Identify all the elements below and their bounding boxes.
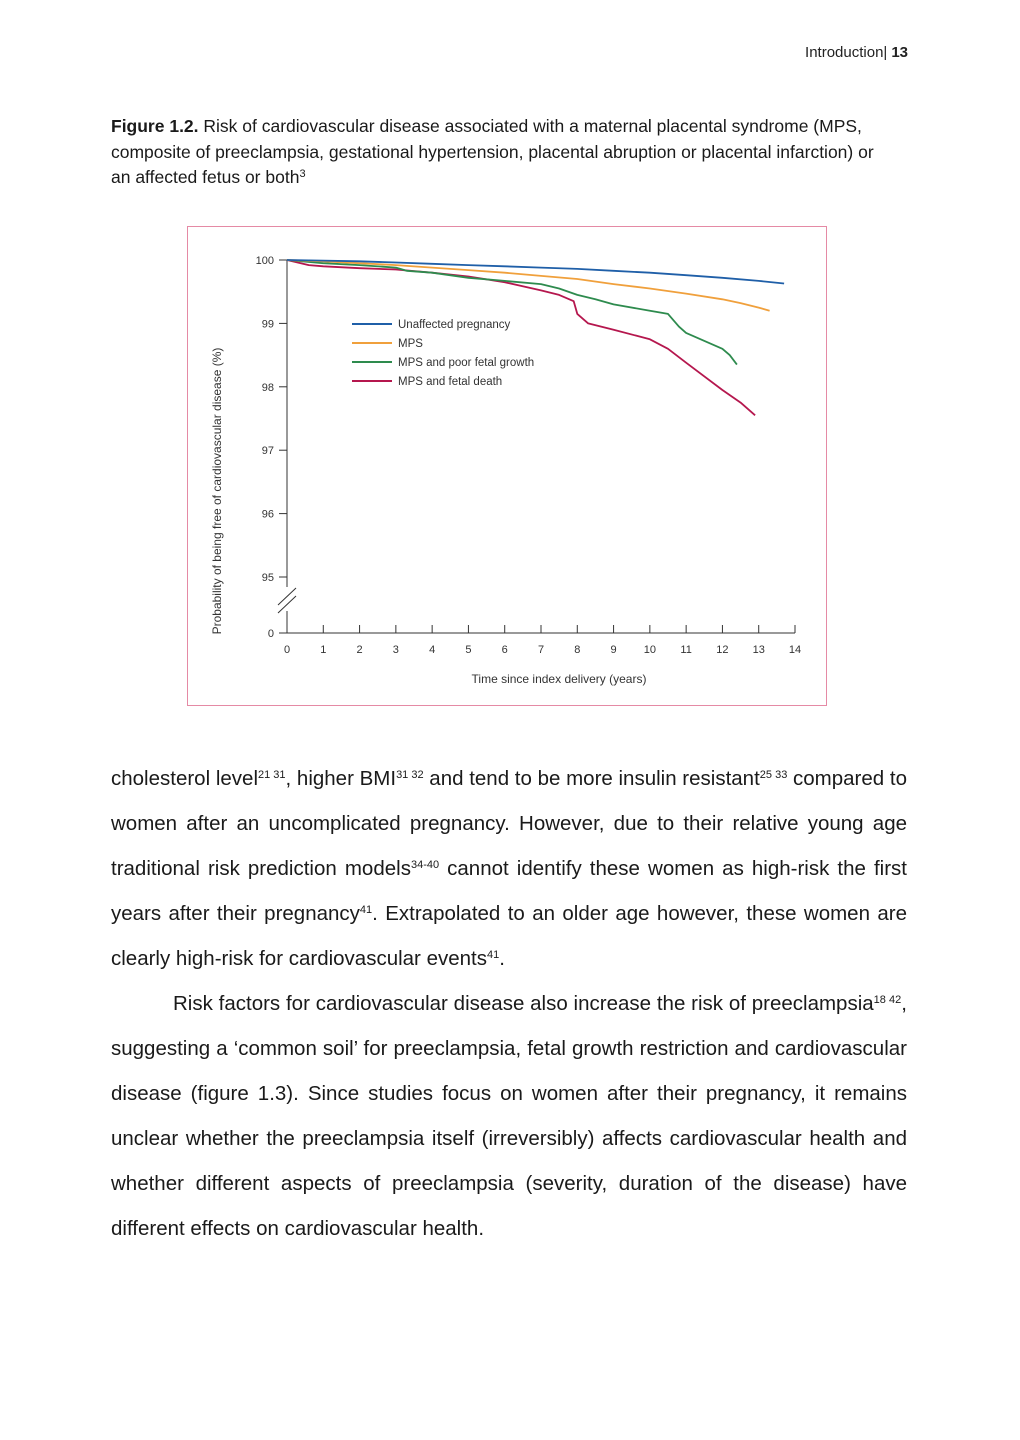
x-tick-label: 14 (788, 644, 802, 656)
reference: 41 (359, 904, 373, 917)
axis-break-mark (278, 588, 296, 605)
reference: 34-40 (410, 859, 440, 872)
x-tick-label: 7 (537, 644, 545, 656)
y-tick-label: 95 (261, 572, 274, 584)
chart-legend (352, 319, 534, 388)
x-tick-label: 11 (680, 644, 692, 656)
legend-label: Unaffected pregnancy (398, 319, 511, 331)
text-run: . Extrapolated to an older age however, these women are clearly high-risk for cardiovascular events (111, 902, 907, 970)
y-tick-label: 97 (261, 445, 274, 458)
text-run: . (499, 947, 505, 970)
section-name: Introduction| (805, 44, 888, 61)
y-tick-label: 0 (267, 628, 274, 640)
reference: 31 32 (396, 769, 424, 782)
x-tick-label: 8 (574, 644, 581, 656)
reference: 18 42 (873, 994, 902, 1007)
figure-caption (111, 114, 891, 191)
paragraph (111, 981, 907, 1251)
text-run: compared to women after an uncomplicated pregnancy. However, due to their relative young age traditional risk prediction models (111, 767, 907, 880)
text-run: and tend to be more insulin resistant (423, 767, 760, 790)
chart-axes (256, 255, 801, 656)
series-lines (287, 260, 784, 415)
x-tick-label: 9 (610, 644, 617, 656)
reference: 21 31 (258, 769, 286, 782)
x-axis-label: Time since index delivery (years) (471, 672, 647, 686)
page-number: 13 (891, 44, 908, 61)
figure-frame (187, 226, 827, 706)
x-tick-label: 13 (752, 644, 765, 656)
x-tick-label: 6 (501, 644, 508, 656)
y-tick-label: 98 (261, 381, 274, 394)
x-tick-label: 2 (356, 644, 363, 656)
y-tick-label: 99 (261, 318, 274, 331)
x-tick-label: 12 (716, 644, 729, 656)
text-run: Risk factors for cardiovascular disease also increase the risk of preeclampsia (173, 992, 874, 1015)
axis-break-mark (278, 596, 296, 613)
x-tick-label: 5 (465, 644, 472, 656)
reference: 25 33 (759, 769, 788, 782)
text-run: cannot identify these women as high-risk the first years after their pregnancy (111, 857, 907, 925)
figure-label: Figure 1.2. (111, 116, 199, 136)
body-text (111, 756, 907, 1251)
x-tick-label: 4 (429, 644, 436, 656)
caption-reference: 3 (299, 168, 306, 181)
survival-chart (188, 227, 828, 707)
text-run: , suggesting a ‘common soil’ for preeclampsia, fetal growth restriction and cardiovascular disease (figure 1.3). Since studies focus on women after their pregnancy, it remains unclear whether the preeclampsia itself (irreversibly) affects cardiovascular health and whether different aspects of preeclampsia (severity, duration of the disease) have different effects on cardiovascular health. (111, 992, 907, 1240)
x-tick-label: 0 (283, 644, 291, 656)
paragraph (111, 756, 907, 981)
text-run: , higher BMI (285, 767, 397, 790)
y-axis-label: Probability of being free of cardiovascular disease (%) (210, 347, 224, 635)
legend-label: MPS (398, 338, 423, 350)
x-tick-label: 3 (392, 644, 399, 656)
x-tick-label: 1 (320, 644, 327, 656)
y-tick-label: 100 (255, 255, 274, 267)
text-run: cholesterol level (111, 767, 258, 790)
running-header (805, 44, 908, 61)
series-line (287, 260, 755, 415)
legend-label: MPS and fetal death (398, 376, 503, 388)
caption-text: Risk of cardiovascular disease associated with a maternal placental syndrome (MPS, composite of preeclampsia, gestational hypertension, placental abruption or placental infarction) or an affected fetus or both (111, 116, 874, 187)
legend-label: MPS and poor fetal growth (398, 357, 535, 369)
x-tick-label: 10 (643, 644, 656, 656)
y-tick-label: 96 (261, 508, 274, 521)
reference: 41 (486, 949, 500, 962)
